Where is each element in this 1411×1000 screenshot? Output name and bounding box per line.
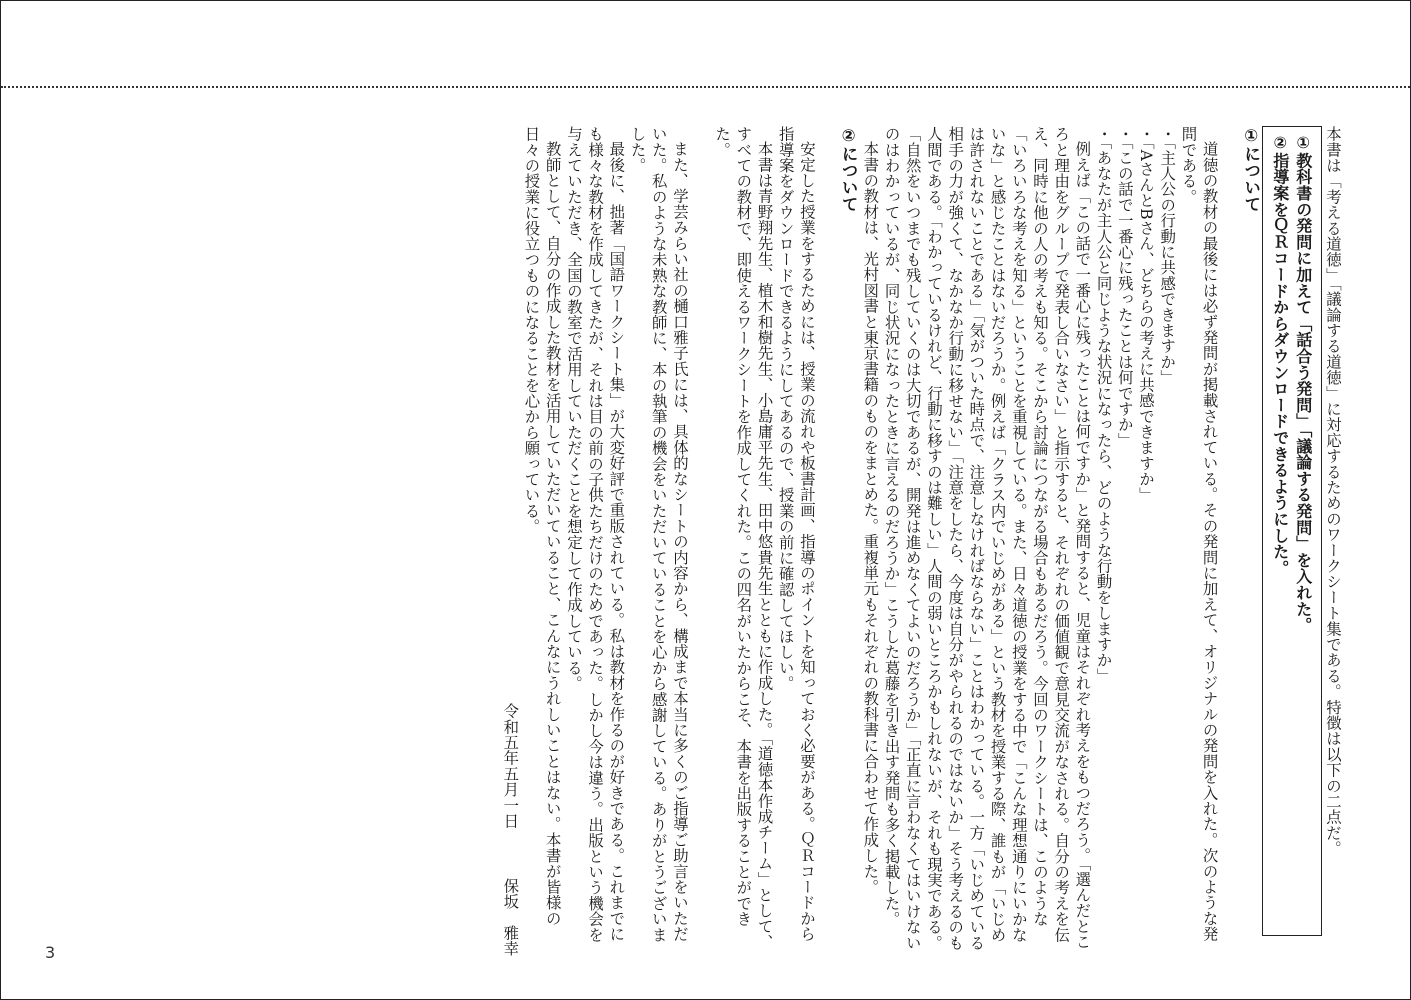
example-question-3: ・「この話で一番心に残ったことは何ですか」 [1115, 126, 1134, 448]
section1-paragraph-2: 例えば「この話で一番心に残ったことは何ですか」と発問すると、児童はそれぞれ考えをもつだろう。「選んだところと理由をグループで発表し合いなさい」と指示すると、それぞれの価値観で意見交流がなされる。自分の考えを伝え、同時に他の人の考えも知る。そこから討論につながる場合もあるだろう。今回のワークシートは、このような「いろいろな考えを知る」ということを重視している。また、日々道徳の授業をする中で「こんな理想通りにいかないな」と感じたことはないだろうか。例えば「クラス内でいじめがある」という教材を授業する際、誰もが「いじめは許されないことである」「気がついた時点で、注意しなければならない」ことはわかっている。一方「いじめている相手の力が強くて、なかなか行動に移せない」「注意をしたら、今度は自分がやられるのではないか」そう考えるのも人間である。「わかっているけれど、行動に移すのは難しい」人間の弱いところかもしれないが、それも現実である。「自然をいつまでも残していくのは大切であるが、開発は進めなくてよいのだろうか」「正直に言わなくてはいけないのはわかっているが、同じ状況になったときに言えるのだろうか」こうした葛藤を引き出す発問も多く掲載した。 [882, 126, 1092, 951]
afterword-paragraph-4: 教師として、自分の作成した教材を活用していただいていること、こんなにうれしいことはない。本書が皆様の日々の授業に役立つものになることを心から願っている。 [522, 126, 562, 927]
dotted-cut-line [1, 86, 1410, 88]
feature-item-2: ②指導案をＱＲコードからダウンロードできるようにした。 [1270, 133, 1290, 577]
afterword-paragraph-2: また、学芸みらい社の樋口雅子氏には、具体的なシートの内容から、構成まで本当に多くのご指導ご助言をいただいた。私のような未熟な教師に、本の執筆の機会をいただいていることを心から感謝している。ありがとうございました。 [628, 126, 689, 943]
section2-paragraph-1: 安定した授業をするためには、授業の流れや板書計画、指導のポイントを知っておく必要がある。ＱＲコードから指導案をダウンロードできるようにしてあるので、授業の前に確認してほしい。 [776, 126, 816, 943]
example-question-4: ・「あなたが主人公と同じような状況になったら、どのような行動をしますか」 [1094, 126, 1113, 684]
page-number: 3 [45, 943, 56, 962]
afterword-paragraph-1: 本書は青野翔先生、植木和樹先生、小島庸平先生、田中悠貴先生とともに作成した。「道徳本作成チーム」として、すべての教材で、即使えるワークシートを作成してくれた。この四名がいたからこそ、本書を出版することができた。 [713, 126, 774, 951]
section2-heading: ②について [839, 126, 859, 213]
signature-author: 保坂 雅幸 [501, 877, 520, 956]
signature-line [499, 126, 520, 956]
features-box [1262, 126, 1322, 936]
signature-date: 令和五年五月一日 [501, 702, 520, 829]
section1-paragraph-1: 道徳の教材の最後には必ず発問が掲載されている。その発問に加えて、オリジナルの発問を入れた。次のような発問である。 [1179, 126, 1219, 943]
afterword-paragraph-3: 最後に、拙著「国語ワークシート集」が大変好評で重版されている。私は教材を作るのが好きである。これまでにも様々な教材を作成してきたが、それは目の前の子供たちだけのためであった。しかし今は違う。出版という機会を与えていただき、全国の教室で活用していただくことを想定して作成している。 [564, 126, 626, 943]
section1-paragraph-3: 本書の教材は、光村図書と東京書籍のものをまとめた。重複単元もそれぞれの教科書に合わせて作成した。 [861, 141, 880, 895]
intro-paragraph: 本書は「考える道徳」「議論する道徳」に対応するためのワークシート集である。特徴は以下の二点だ。 [1324, 126, 1342, 857]
feature-item-1: ①教科書の発問に加えて「話合う発問」「議論する発問」を入れた。 [1293, 133, 1313, 634]
example-question-1: ・「主人公の行動に共感できますか」 [1158, 126, 1177, 386]
section1-heading: ①について [1241, 126, 1261, 213]
vertical-text-body [131, 126, 1343, 956]
example-question-2: ・「AさんとBさん、どちらの考えに共感できますか」 [1136, 126, 1155, 503]
